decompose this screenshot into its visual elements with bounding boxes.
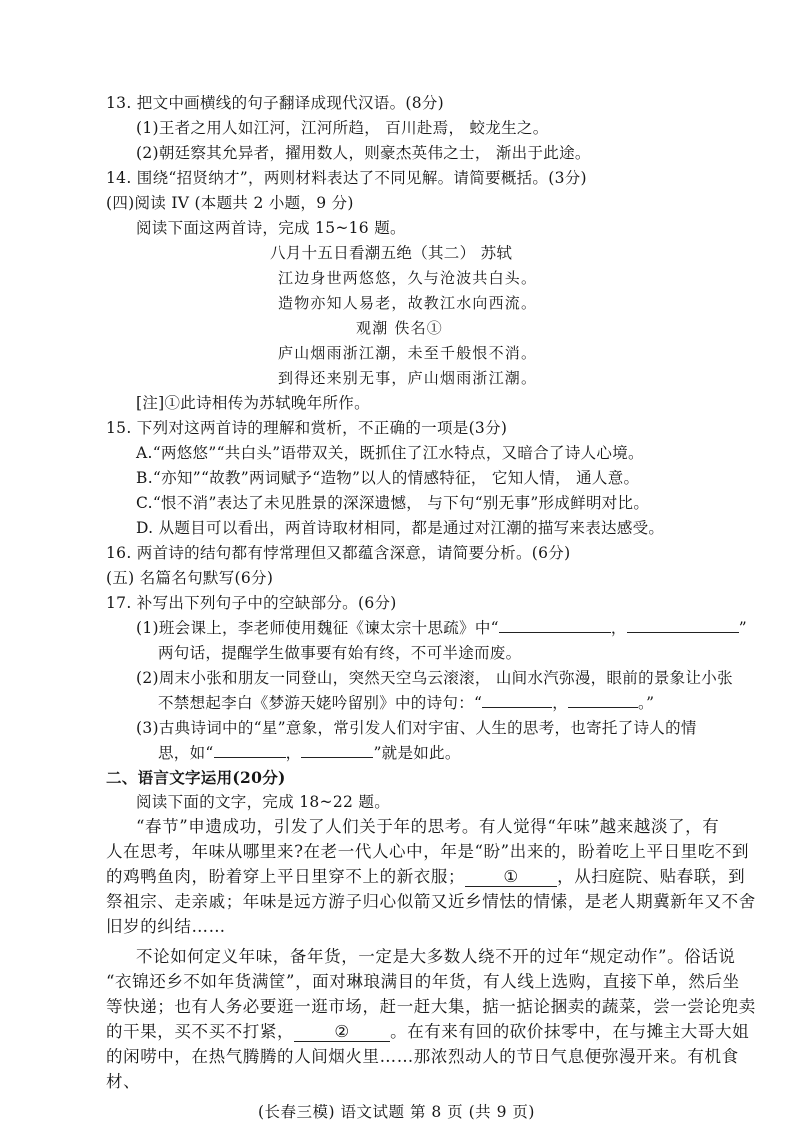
passage-p2-line4-b: 。在有来有回的砍价抹零中，在与摊主大哥大姐 bbox=[390, 1022, 750, 1041]
q17-blank-1b bbox=[627, 632, 739, 633]
q17-blank-1a bbox=[499, 632, 611, 633]
q17-part1-line1 bbox=[136, 616, 747, 640]
q17-p2-prefix: 不禁想起李白《梦游天姥吟留别》中的诗句：“ bbox=[158, 694, 483, 712]
q17-p1-sep: ， bbox=[610, 619, 627, 637]
q13-sentence-1: (1)王者之用人如江河，江河所趋， 百川赴焉， 蛟龙生之。 bbox=[136, 119, 549, 137]
q16-stem: 16. 两首诗的结句都有悖常理但又都蕴含深意，请简要分析。(6分) bbox=[106, 544, 571, 562]
passage-p1-line2: 人在思考，年味从哪里来?在老一代人心中，年是“盼”出来的，盼着吃上平日里吃不到 bbox=[106, 842, 750, 861]
q17-p1-prefix: (1)班会课上，李老师使用魏征《谏太宗十思疏》中“ bbox=[136, 619, 499, 637]
section5-heading: (五) 名篇名句默写(6分) bbox=[106, 569, 274, 587]
q13-sentence-2: (2)朝廷察其允异者，擢用数人，则豪杰英伟之士， 渐出于此途。 bbox=[136, 144, 591, 162]
passage-p1-line3-a: 的鸡鸭鱼肉，盼着穿上平日里穿不上的新衣服； bbox=[106, 867, 466, 886]
passage-p1-line1: “春节”申遗成功，引发了人们关于年的思考。有人觉得“年味”越来越淡了，有 bbox=[136, 817, 720, 836]
q17-part3-line2 bbox=[158, 741, 461, 765]
q17-p3-end: ”就是如此。 bbox=[373, 744, 461, 762]
part2-intro: 阅读下面的文字，完成 18~22 题。 bbox=[136, 793, 390, 811]
q17-stem: 17. 补写出下列句子中的空缺部分。(6分) bbox=[106, 594, 397, 612]
q13-stem: 13. 把文中画横线的句子翻译成现代汉语。(8分) bbox=[106, 94, 445, 112]
part2-heading: 二、语言文字运用(20分) bbox=[106, 768, 286, 787]
passage-p2-line2: “衣锦还乡不如年货满筐”，面对琳琅满目的年货，有人线上选购，直接下单，然后坐 bbox=[106, 972, 740, 991]
passage-p1-line5: 旧岁的纠结…… bbox=[106, 917, 226, 936]
passage-p1-line3 bbox=[106, 865, 745, 889]
poem2-line-2: 到得还来别无事，庐山烟雨浙江潮。 bbox=[278, 369, 538, 387]
q15-option-a: A.“两悠悠”“共白头”语带双关，既抓住了江水特点，又暗合了诗人心境。 bbox=[136, 444, 644, 462]
passage-p2-line6: 材、 bbox=[106, 1072, 141, 1091]
passage-p2-line3: 等快递；也有人务必要逛一逛市场，赶一赶大集，掂一掂论捆卖的蔬菜，尝一尝论兜卖 bbox=[106, 997, 756, 1016]
q17-part2-line1: (2)周末小张和朋友一同登山，突然天空乌云滚滚， 山间水汽弥漫，眼前的景象让小张 bbox=[136, 669, 733, 687]
passage-blank-2: ② bbox=[294, 1023, 390, 1042]
q17-p2-sep: ， bbox=[552, 694, 569, 712]
poem-note: [注]①此诗相传为苏轼晚年所作。 bbox=[136, 394, 370, 412]
q17-blank-2b bbox=[568, 707, 638, 708]
q17-p1-end: ” bbox=[738, 619, 747, 637]
q17-p3-sep: ， bbox=[285, 744, 302, 762]
passage-p2-line5: 的闲唠中，在热气腾腾的人间烟火里……那浓烈动人的节日气息便弥漫开来。有机食 bbox=[106, 1047, 739, 1066]
q15-option-b: B.“亦知”“故教”两词赋予“造物”以人的情感特征， 它知人情， 通人意。 bbox=[136, 469, 640, 487]
q17-part3-line1: (3)古典诗词中的“星”意象，常引发人们对宇宙、人生的思考，也寄托了诗人的情 bbox=[136, 719, 697, 737]
q15-option-c: C.“恨不消”表达了未见胜景的深深遗憾， 与下句“别无事”形成鲜明对比。 bbox=[136, 494, 650, 512]
passage-p1-line3-b: ，从扫庭院、贴春联，到 bbox=[557, 867, 746, 886]
q15-stem: 15. 下列对这两首诗的理解和赏析，不正确的一项是(3分) bbox=[106, 419, 508, 437]
q15-option-d: D. 从题目可以看出，两首诗取材相同，都是通过对江潮的描写来表达感受。 bbox=[136, 519, 665, 537]
poem1-line-2: 造物亦知人易老，故教江水向西流。 bbox=[278, 294, 538, 312]
q17-part2-line2 bbox=[158, 691, 654, 715]
passage-p1-line4: 祭祖宗、走亲戚；年味是远方游子归心似箭又近乡情怯的情愫，是老人期冀新年又不舍 bbox=[106, 892, 756, 911]
poem2-title: 观潮 佚名① bbox=[356, 319, 443, 337]
passage-p2-line4 bbox=[106, 1020, 749, 1044]
q17-p2-end: 。” bbox=[638, 694, 655, 712]
passage-blank-1: ① bbox=[465, 868, 557, 887]
page-footer: (长春三模) 语文试题 第 8 页 (共 9 页) bbox=[258, 1103, 535, 1121]
q17-p3-prefix: 思，如“ bbox=[158, 744, 214, 762]
passage-p2-line1: 不论如何定义年味，备年货，一定是大多数人绕不开的过年“规定动作”。俗话说 bbox=[136, 947, 736, 966]
reading4-section-heading: (四)阅读 IV (本题共 2 小题，9 分) bbox=[106, 194, 354, 212]
q17-blank-3a bbox=[214, 757, 286, 758]
poem1-title: 八月十五日看潮五绝（其二） 苏轼 bbox=[270, 244, 513, 262]
poem1-line-1: 江边身世两悠悠，久与沧波共白头。 bbox=[278, 269, 538, 287]
q17-blank-2a bbox=[482, 707, 552, 708]
reading4-intro: 阅读下面这两首诗，完成 15~16 题。 bbox=[136, 219, 406, 237]
poem2-line-1: 庐山烟雨浙江潮，未至千般恨不消。 bbox=[278, 344, 538, 362]
q17-blank-3b bbox=[301, 757, 373, 758]
q14-stem: 14. 围绕“招贤纳才”，两则材料表达了不同见解。请简要概括。(3分) bbox=[106, 169, 587, 187]
q17-part1-line2: 两句话，提醒学生做事要有始有终，不可半途而废。 bbox=[158, 644, 522, 662]
passage-p2-line4-a: 的干果，买不买不打紧， bbox=[106, 1022, 295, 1041]
